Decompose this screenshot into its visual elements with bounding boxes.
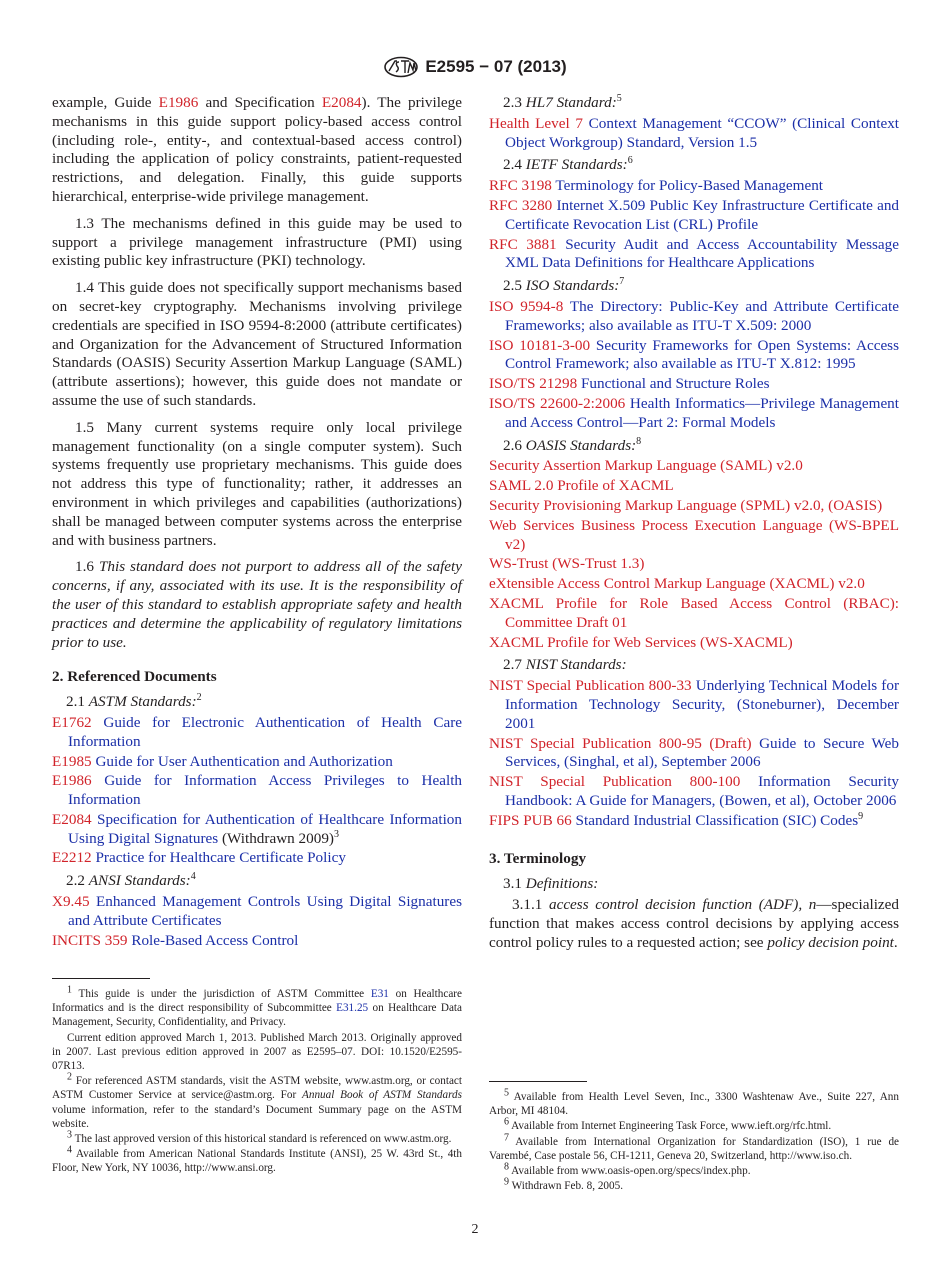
footnote-text: Available from www.oasis-open.org/specs/index.php. — [509, 1165, 751, 1178]
reference-title[interactable]: WS-Trust (WS-Trust 1.3) — [489, 555, 645, 573]
reference-note: (Withdrawn 2009) — [218, 829, 334, 847]
page-header — [0, 56, 950, 78]
paragraph-1-2: example, Guide E1986 and Specification E2084). The privilege mechanisms in this guide support policy-based access control (including role-, entity-, and contextual-based access control) including the application of policy constraints, patient-requested restrictions, and delegation. Finally, this guide supports hierarchical, enterprise-wide privilege management. — [52, 94, 462, 205]
reference-title[interactable]: Enhanced Management Controls Using Digital Signatures and Attribute Certificates — [68, 893, 463, 929]
left-column — [52, 94, 462, 951]
reference-title[interactable]: Role-Based Access Control — [131, 931, 299, 949]
footnote-text: Available from Health Level Seven, Inc., 3300 Washtenaw Ave., Suite 227, Ann Arbor, MI 48104. — [489, 1091, 899, 1118]
reference-item — [52, 753, 462, 772]
paragraph-1-6: 1.6 This standard does not purport to address all of the safety concerns, if any, associated with its use. It is the responsibility of the user of this standard to establish appropriate safety and health practices and determine the applicability of regulatory limitations prior to use. — [52, 558, 463, 651]
left-footnotes — [52, 978, 462, 1177]
reference-title[interactable]: Security Frameworks for Open Systems: Access Control Framework; also available as ITU-T X.812: 1995 — [505, 336, 900, 373]
reference-title[interactable]: eXtensible Access Control Markup Language (XACML) v2.0 — [489, 575, 865, 593]
reference-code[interactable]: FIPS PUB 66 — [489, 811, 572, 829]
reference-title[interactable]: Terminology for Policy-Based Management — [555, 177, 824, 195]
reference-title[interactable]: Security Provisioning Markup Language (SPML) v2.0, (OASIS) — [489, 496, 883, 514]
reference-item — [489, 677, 899, 733]
footnote — [489, 1176, 899, 1193]
footnote-mark: 9 — [504, 1176, 509, 1188]
hl7-reference-list — [489, 115, 899, 153]
reference-item — [489, 298, 899, 336]
paragraph-1-5: 1.5 Many current systems require only local privilege management functionality (on a single computer system). Such systems frequently use proprietary mechanisms. This guide does not address this type of functionality; rather, it addresses an environment in which privileges and capabilities (authorizations) shall be managed between computer systems across the enterprise and with business partners. — [52, 418, 462, 549]
reference-title[interactable]: XACML Profile for Role Based Access Control (RBAC): Committee Draft 01 — [489, 594, 899, 631]
reference-item — [489, 735, 899, 773]
footnote-mark: 8 — [504, 1161, 509, 1173]
subsection-2-4: 2.4 IETF Standards:$^6$ — [503, 155, 633, 174]
reference-item — [489, 517, 899, 555]
reference-item — [52, 772, 462, 810]
reference-code[interactable]: E1985 — [52, 752, 92, 770]
reference-code[interactable]: E2212 — [52, 849, 92, 867]
reference-item — [489, 477, 899, 496]
reference-title[interactable]: Guide for Electronic Authentication of Health Care Information — [68, 713, 463, 750]
footnote-text: Available from International Organization for Standardization (ISO), 1 rue de Varembé, Case postale 56, CH-1211, Geneva 20, Switzerland, http://www.iso.ch. — [489, 1135, 899, 1162]
reference-item — [489, 773, 899, 811]
reference-code[interactable]: ISO 9594-8 — [489, 297, 564, 315]
paragraph-1-4: 1.4 This guide does not specifically support mechanisms based on secret-key cryptography. Mechanisms involving privilege credentials are specified in ISO 9594-8:2000 (attribute certificates) and Organization for the Advancement of Structured Information Standards (OASIS) Security Assertion Markup Language (SAML) (attribute assertions); however, this guide does not mandate or assume the use of such standards. — [52, 279, 462, 409]
link-e31[interactable]: E31 — [370, 988, 389, 1000]
reference-code[interactable]: Health Level 7 — [489, 114, 583, 132]
right-footnote-list — [489, 1087, 899, 1193]
subsection-2-7: 2.7 NIST Standards: — [503, 656, 627, 674]
footnote-3: $^3$ The last approved version of this historical standard is referenced on www.astm.org. — [67, 1129, 452, 1146]
reference-item — [489, 197, 899, 235]
reference-item — [489, 595, 899, 633]
section-heading-2: 2. Referenced Documents — [52, 668, 217, 686]
reference-code[interactable]: E1762 — [52, 713, 92, 731]
reference-item — [489, 236, 899, 274]
reference-item — [489, 634, 899, 653]
reference-code[interactable]: E2084 — [52, 810, 92, 828]
reference-footnote-mark: 3 — [333, 828, 339, 840]
footnote-divider — [52, 978, 150, 979]
reference-code[interactable]: NIST Special Publication 800-95 (Draft) — [489, 734, 752, 752]
link-e31-25[interactable]: E31.25 — [336, 1002, 369, 1015]
standard-designation: E2595 − 07 (2013) — [425, 57, 567, 76]
reference-title[interactable]: Guide to Secure Web Services, (Singhal, et al), September 2006 — [505, 734, 900, 771]
reference-title[interactable]: Context Management “CCOW” (Clinical Context Object Workgroup) Standard, Version 1.5 — [505, 114, 900, 151]
footnote — [489, 1161, 899, 1178]
right-column — [489, 94, 899, 960]
reference-code[interactable]: E1986 — [52, 772, 92, 790]
reference-title[interactable]: Health Informatics—Privilege Management and Access Control—Part 2: Formal Models — [505, 394, 899, 431]
reference-item — [489, 457, 899, 476]
reference-code[interactable]: INCITS 359 — [52, 931, 128, 949]
footnote — [489, 1116, 899, 1133]
right-footnotes — [489, 1081, 899, 1194]
reference-code[interactable]: RFC 3198 — [489, 177, 552, 195]
reference-footnote-mark: 9 — [858, 810, 864, 822]
reference-title[interactable]: Security Assertion Markup Language (SAML) v2.0 — [489, 457, 803, 475]
reference-title[interactable]: Security Audit and Access Accountability Message XML Data Definitions for Healthcare Applications — [505, 235, 900, 272]
astm-reference-list — [52, 714, 462, 868]
reference-code[interactable]: RFC 3881 — [489, 235, 557, 253]
reference-item — [52, 714, 462, 752]
reference-item — [489, 337, 899, 375]
ietf-reference-list — [489, 177, 899, 273]
subsection-3-1: 3.1 Definitions: — [503, 875, 599, 893]
footnote-divider — [489, 1081, 587, 1082]
reference-item — [52, 811, 462, 849]
reference-item — [52, 893, 462, 931]
reference-title[interactable]: Guide for User Authentication and Authorization — [95, 752, 393, 770]
reference-code[interactable]: X9.45 — [52, 893, 90, 911]
reference-title[interactable]: Functional and Structure Roles — [580, 375, 770, 393]
subsection-2-5: 2.5 ISO Standards:$^7$ — [503, 276, 625, 295]
ansi-reference-list — [52, 893, 462, 950]
reference-title[interactable]: Web Services Business Process Execution Language (WS-BPEL v2) — [489, 516, 899, 553]
footnote-1: $^1$ This guide is under the jurisdiction of ASTM Committee E31 on Healthcare Informatics and is the direct responsibility of Subcommittee E31.25 on Healthcare Data Management, Security, Confidentiality, and Privacy. — [52, 984, 462, 1029]
reference-code[interactable]: NIST Special Publication 800-100 — [489, 773, 741, 791]
footnote-1-edition: Current edition approved March 1, 2013. Published March 2013. Originally approved in 2007. Last previous edition approved in 2007 as E2595–07. DOI: 10.1520/E2595-07R13. — [52, 1031, 462, 1073]
paragraph-1-3: 1.3 The mechanisms defined in this guide may be used to support a privilege management infrastructure (PMI) using existing public key infrastructure (PKI) technology. — [52, 214, 462, 270]
iso-reference-list — [489, 298, 899, 433]
reference-item — [489, 177, 899, 196]
footnote-mark: 7 — [504, 1131, 509, 1143]
oasis-reference-list — [489, 457, 899, 652]
reference-code[interactable]: NIST Special Publication 800-33 — [489, 677, 692, 695]
reference-title[interactable]: Guide for Information Access Privileges to Health Information — [68, 772, 463, 809]
link-e1986[interactable]: E1986 — [158, 94, 199, 111]
reference-item — [489, 375, 899, 394]
reference-item — [489, 115, 899, 153]
reference-title[interactable]: XACML Profile for Web Services (WS-XACML) — [489, 633, 793, 651]
reference-item — [489, 555, 899, 574]
reference-code[interactable]: RFC 3280 — [489, 196, 553, 214]
reference-title[interactable]: Standard Industrial Classification (SIC) Codes — [575, 811, 859, 829]
footnote-text: Available from Internet Engineering Task Force, www.ieft.org/rfc.html. — [509, 1120, 832, 1133]
footnote-text: Withdrawn Feb. 8, 2005. — [509, 1180, 624, 1193]
reference-code[interactable]: ISO/TS 22600-2:2006 — [489, 394, 626, 412]
nist-reference-list — [489, 677, 899, 830]
reference-title[interactable]: SAML 2.0 Profile of XACML — [489, 477, 674, 495]
footnote-mark: 5 — [504, 1087, 509, 1099]
page-number: 2 — [471, 1222, 479, 1237]
reference-item — [489, 575, 899, 594]
subsection-2-6: 2.6 OASIS Standards:$^8$ — [503, 435, 642, 454]
section-heading-3: 3. Terminology — [489, 850, 587, 868]
footnote — [489, 1087, 899, 1118]
reference-code[interactable]: ISO 10181-3-00 — [489, 336, 591, 354]
subsection-2-3: 2.3 HL7 Standard:$^5$ — [503, 92, 622, 111]
reference-item — [52, 932, 462, 951]
reference-item — [52, 849, 462, 868]
reference-item — [489, 395, 899, 433]
footnote-4: $^4$ Available from American National Standards Institute (ANSI), 25 W. 43rd St., 4th Floor, New York, NY 10036, http://www.ansi.org. — [52, 1144, 462, 1175]
footnote-2: $^2$ For referenced ASTM standards, visit the ASTM website, www.astm.org, or contact ASTM Customer Service at service@astm.org. For Annual Book of ASTM Standards volume information, refer to the standard’s Document Summary page on the ASTM website. — [52, 1071, 462, 1130]
subsection-2-1: 2.1 ASTM Standards:$^2$ — [66, 692, 202, 711]
reference-item — [489, 812, 899, 831]
reference-title[interactable]: The Directory: Public-Key and Attribute Certificate Frameworks; also available as ITU-T X.509: 2000 — [505, 297, 899, 334]
subsection-2-2: 2.2 ANSI Standards:$^4$ — [66, 871, 196, 890]
reference-title[interactable]: Information Security Handbook: A Guide for Managers, (Bowen, et al), October 2006 — [505, 773, 900, 809]
definition-term: access control decision function (ADF) — [548, 896, 799, 914]
footnote — [489, 1131, 899, 1163]
footnote-mark: 6 — [504, 1116, 509, 1128]
reference-title[interactable]: Underlying Technical Models for Information Technology Security, (Stoneburner), December 2001 — [505, 677, 899, 732]
astm-logo-icon — [383, 56, 419, 78]
reference-title[interactable]: Practice for Healthcare Certificate Policy — [95, 849, 346, 867]
reference-code[interactable]: ISO/TS 21298 — [489, 375, 578, 393]
reference-title[interactable]: Internet X.509 Public Key Infrastructure Certificate and Certificate Revocation List (CRL) Profile — [505, 196, 900, 233]
definition-3-1-1: 3.1.1 access control decision function (ADF), n—specialized function that makes access control decisions by applying access control policy rules to a requested action; see policy decision point. — [489, 896, 900, 951]
reference-title[interactable]: Specification for Authentication of Healthcare Information Using Digital Signatures — [68, 810, 462, 847]
link-e2084[interactable]: E2084 — [321, 94, 362, 111]
reference-item — [489, 497, 899, 516]
